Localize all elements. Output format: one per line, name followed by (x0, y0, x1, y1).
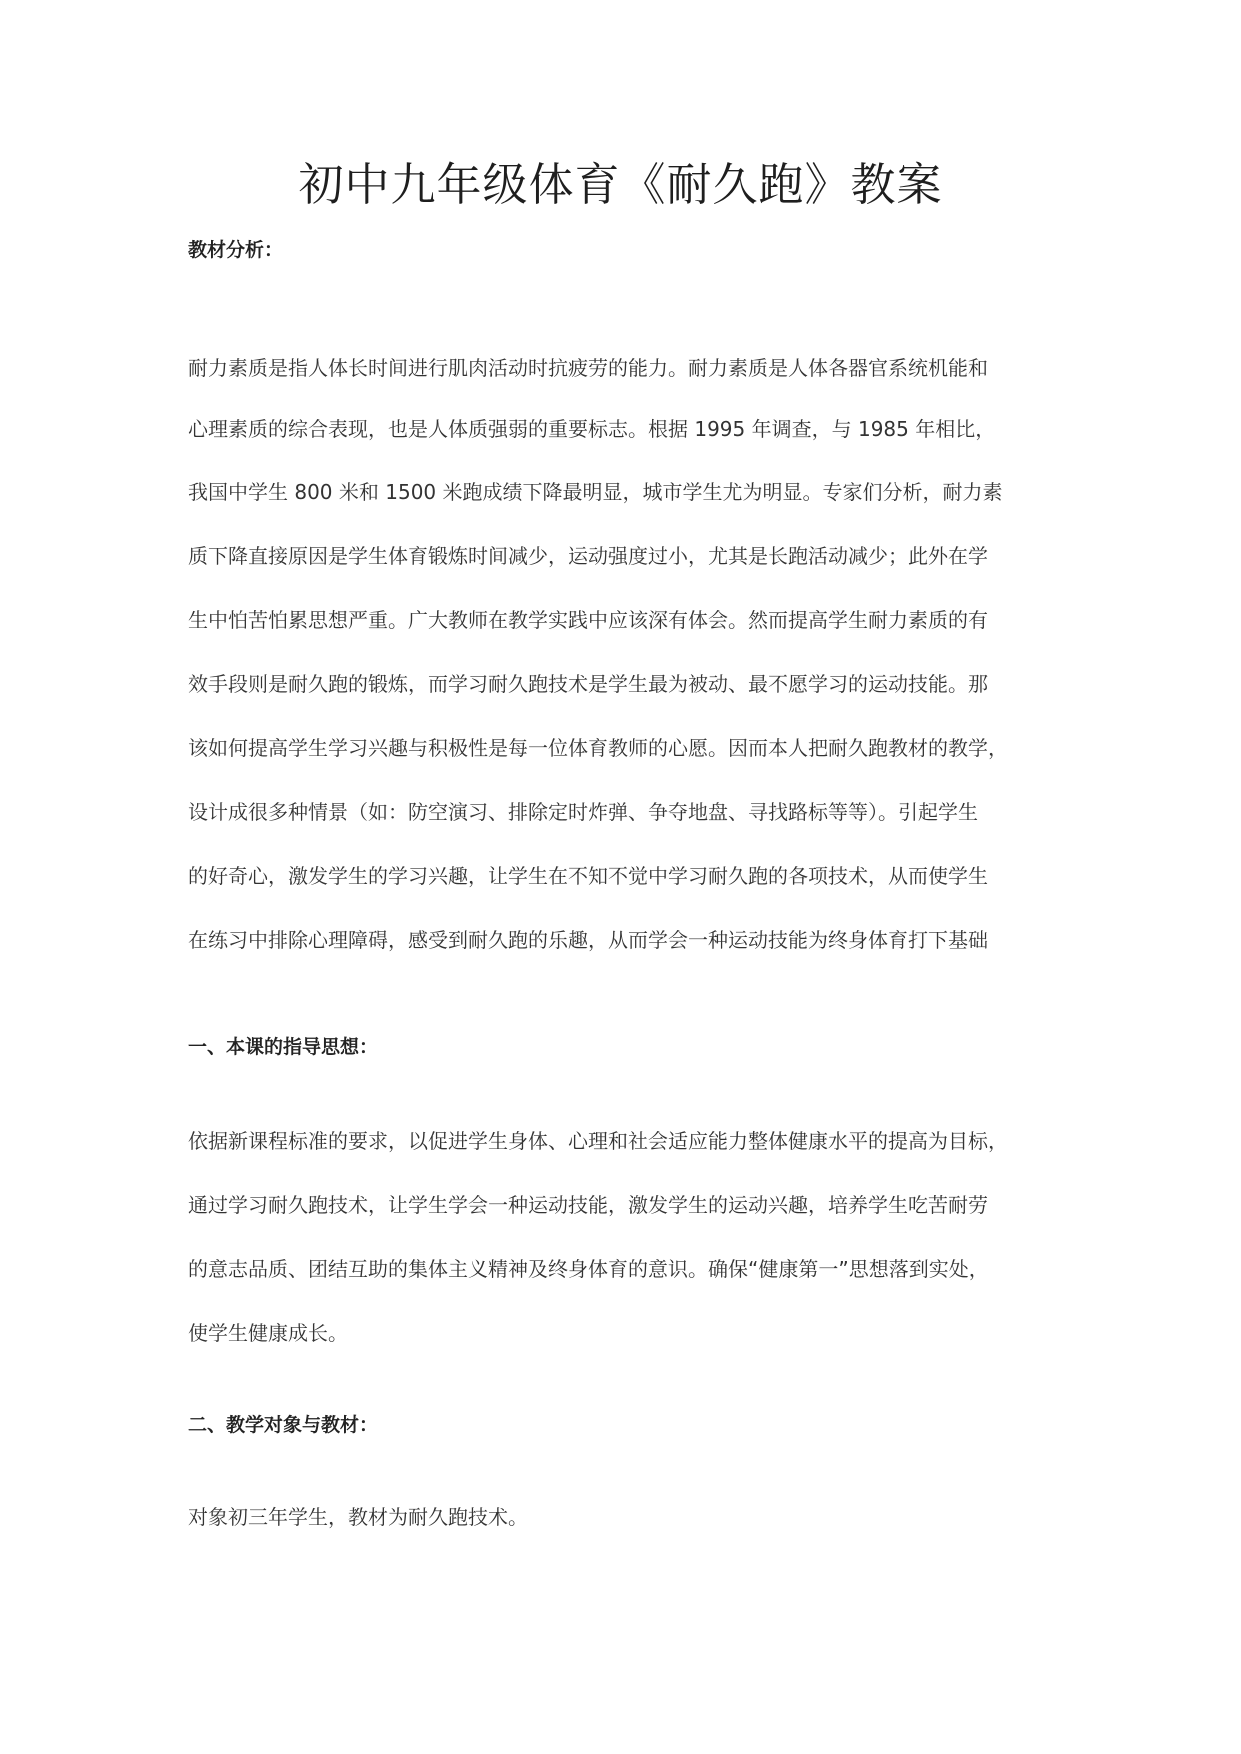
section-heading-guiding-ideology: 一、本课的指导思想： (188, 1036, 379, 1058)
paragraph-line: 设计成很多种情景（如：防空演习、排除定时炸弹、争夺地盘、寻找路标等等）。引起学生 (188, 800, 978, 824)
section-heading-teaching-target: 二、教学对象与教材： (188, 1414, 379, 1436)
paragraph-line: 依据新课程标准的要求，以促进学生身体、心理和社会适应能力整体健康水平的提高为目标， (188, 1129, 1008, 1153)
paragraph-line: 质下降直接原因是学生体育锻炼时间减少，运动强度过小，尤其是长跑活动减少；此外在学 (188, 544, 988, 568)
section-heading-material-analysis: 教材分析： (188, 239, 284, 261)
paragraph-line: 生中怕苦怕累思想严重。广大教师在教学实践中应该深有体会。然而提高学生耐力素质的有 (188, 608, 988, 632)
document-title: 初中九年级体育《耐久跑》教案 (298, 158, 943, 211)
paragraph-line: 该如何提高学生学习兴趣与积极性是每一位体育教师的心愿。因而本人把耐久跑教材的教学， (188, 736, 1008, 760)
paragraph-line: 效手段则是耐久跑的锻炼，而学习耐久跑技术是学生最为被动、最不愿学习的运动技能。那 (188, 672, 988, 696)
paragraph-line: 在练习中排除心理障碍，感受到耐久跑的乐趣，从而学会一种运动技能为终身体育打下基础 (188, 928, 988, 952)
paragraph-line: 的好奇心，激发学生的学习兴趣，让学生在不知不觉中学习耐久跑的各项技术，从而使学生 (188, 864, 988, 888)
paragraph-line: 耐力素质是指人体长时间进行肌肉活动时抗疲劳的能力。耐力素质是人体各器官系统机能和 (188, 356, 988, 380)
paragraph-line: 使学生健康成长。 (188, 1321, 348, 1345)
paragraph-line: 的意志品质、团结互助的集体主义精神及终身体育的意识。确保“健康第一”思想落到实处， (188, 1257, 989, 1281)
paragraph-line: 对象初三年学生，教材为耐久跑技术。 (188, 1505, 528, 1529)
paragraph-line: 通过学习耐久跑技术，让学生学会一种运动技能，激发学生的运动兴趣，培养学生吃苦耐劳 (188, 1193, 988, 1217)
paragraph-line: 我国中学生 800 米和 1500 米跑成绩下降最明显，城市学生尤为明显。专家们分析，耐力素 (188, 480, 1003, 504)
paragraph-line: 心理素质的综合表现，也是人体质强弱的重要标志。根据 1995 年调查，与 1985 年相比， (188, 417, 996, 441)
